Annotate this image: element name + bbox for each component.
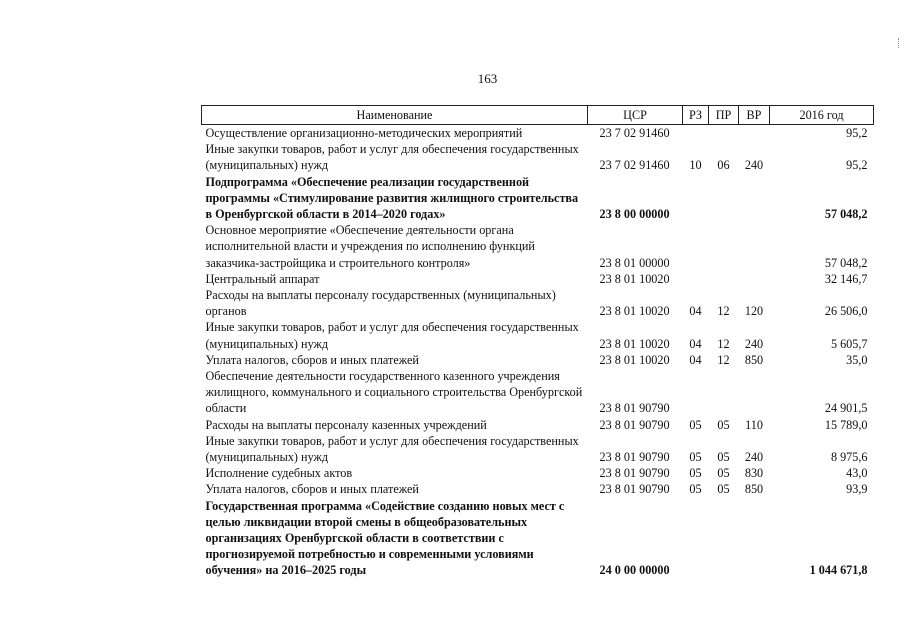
row-pr: 05	[717, 450, 730, 465]
row-rz: 04	[689, 352, 702, 367]
row-rz: 04	[689, 336, 702, 351]
scan-edge-mark	[898, 38, 901, 48]
row-name: Исполнение судебных актов	[205, 466, 353, 481]
header-vr: ВР	[739, 106, 770, 125]
row-vr: 850	[744, 352, 764, 367]
table-row	[202, 174, 874, 223]
header-csr: ЦСР	[588, 106, 683, 125]
row-name: Центральный аппарат	[205, 271, 320, 286]
row-vr	[739, 222, 770, 271]
row-csr: 23 8 01 90790	[599, 401, 670, 416]
row-pr: 12	[717, 352, 730, 367]
row-pr: 12	[717, 304, 730, 319]
table-body	[202, 125, 874, 579]
row-name: Расходы на выплаты персоналу государственных (муниципальных) органов	[205, 288, 556, 319]
row-name: Уплата налогов, сборов и иных платежей	[205, 352, 419, 367]
row-amount: 57 048,2	[824, 207, 868, 222]
row-amount: 95,2	[846, 158, 868, 173]
row-pr: 05	[717, 482, 730, 497]
table-row	[202, 352, 874, 368]
row-amount: 24 901,5	[824, 401, 868, 416]
row-csr: 23 8 01 10020	[599, 304, 670, 319]
table-row	[202, 222, 874, 271]
row-amount: 26 506,0	[824, 304, 868, 319]
row-pr	[709, 222, 739, 271]
row-pr	[709, 271, 739, 287]
row-rz	[683, 222, 709, 271]
row-pr	[709, 368, 739, 417]
row-rz: 05	[689, 417, 702, 432]
table-row	[202, 271, 874, 287]
row-vr: 240	[744, 450, 764, 465]
table-row	[202, 125, 874, 142]
row-vr: 240	[744, 158, 764, 173]
row-amount: 15 789,0	[824, 417, 868, 432]
row-name: Иные закупки товаров, работ и услуг для обеспечения государственных (муниципальных) нужд	[205, 142, 579, 173]
row-csr: 23 8 01 90790	[599, 450, 670, 465]
row-amount: 43,0	[846, 466, 868, 481]
row-rz: 04	[689, 304, 702, 319]
row-pr: 12	[717, 336, 730, 351]
row-vr	[739, 125, 770, 142]
row-vr	[739, 498, 770, 579]
row-amount: 8 975,6	[830, 450, 868, 465]
table-row	[202, 481, 874, 497]
row-vr: 850	[744, 482, 764, 497]
table-row	[202, 433, 874, 465]
row-name: Основное мероприятие «Обеспечение деятельности органа исполнительной власти и учреждения по исполнению функций заказчика-застройщика и строительного контроля»	[205, 223, 535, 270]
row-rz: 05	[689, 450, 702, 465]
budget-table	[201, 105, 874, 579]
row-pr: 06	[717, 158, 730, 173]
row-name: Осуществление организационно-методических мероприятий	[205, 126, 523, 140]
row-pr	[709, 498, 739, 579]
header-pr: ПР	[709, 106, 739, 125]
row-rz: 05	[689, 466, 702, 481]
row-name: Иные закупки товаров, работ и услуг для обеспечения государственных (муниципальных) нужд	[205, 320, 579, 351]
row-name: Подпрограмма «Обеспечение реализации государственной программы «Стимулирование развития жилищного строительства в Оренбургской области в 2014–2020 годах»	[205, 174, 579, 222]
header-year: 2016 год	[770, 106, 874, 125]
row-csr: 23 8 01 90790	[599, 417, 670, 432]
row-name: Расходы на выплаты персоналу казенных учреждений	[205, 417, 487, 432]
table-row	[202, 319, 874, 351]
row-csr: 24 0 00 00000	[599, 563, 670, 578]
row-amount: 32 146,7	[824, 271, 868, 286]
row-rz	[683, 174, 709, 223]
table-row	[202, 141, 874, 173]
row-rz	[683, 498, 709, 579]
row-pr	[709, 174, 739, 223]
table-row	[202, 498, 874, 579]
row-csr: 23 8 01 00000	[599, 255, 670, 270]
row-rz	[683, 368, 709, 417]
page-number: 163	[477, 71, 498, 86]
row-vr	[739, 174, 770, 223]
row-pr: 05	[717, 417, 730, 432]
row-rz: 05	[689, 482, 702, 497]
row-vr	[739, 368, 770, 417]
row-csr: 23 8 01 10020	[599, 352, 670, 367]
row-csr: 23 7 02 91460	[599, 158, 670, 173]
row-vr: 830	[744, 466, 764, 481]
row-csr: 23 8 01 10020	[599, 271, 670, 286]
row-amount: 95,2	[846, 126, 868, 140]
row-vr: 120	[744, 304, 764, 319]
row-csr: 23 8 01 10020	[599, 336, 670, 351]
row-rz: 10	[689, 158, 702, 173]
row-amount: 5 605,7	[830, 336, 868, 351]
row-amount: 1 044 671,8	[809, 563, 868, 578]
row-name: Уплата налогов, сборов и иных платежей	[205, 482, 419, 497]
row-vr: 110	[745, 417, 763, 432]
row-csr: 23 8 01 90790	[599, 482, 670, 497]
table-row	[202, 287, 874, 319]
header-name: Наименование	[202, 106, 588, 125]
row-vr	[739, 271, 770, 287]
row-csr: 23 8 01 90790	[599, 466, 670, 481]
row-name: Иные закупки товаров, работ и услуг для обеспечения государственных (муниципальных) нужд	[205, 433, 579, 465]
row-amount: 93,9	[846, 482, 868, 497]
row-rz	[683, 271, 709, 287]
row-rz	[683, 125, 709, 142]
table-header	[202, 106, 874, 125]
row-vr: 240	[744, 336, 764, 351]
row-name: Государственная программа «Содействие созданию новых мест с целью ликвидации второй смены в общеобразовательных организациях Оренбургской области в соответствии с прогнозируемой потребностью и современными условиями обучения» на 2016–2025 годы	[205, 498, 565, 578]
table-row	[202, 368, 874, 417]
row-amount: 35,0	[846, 352, 868, 367]
row-pr	[709, 125, 739, 142]
row-csr: 23 7 02 91460	[599, 126, 670, 140]
row-amount: 57 048,2	[824, 255, 868, 270]
row-csr: 23 8 00 00000	[599, 207, 670, 222]
header-rz: РЗ	[683, 106, 709, 125]
table-row	[202, 465, 874, 481]
row-pr: 05	[717, 466, 730, 481]
row-name: Обеспечение деятельности государственного казенного учреждения жилищного, коммунального и социального строительства Оренбургской области	[205, 369, 583, 416]
table-row	[202, 417, 874, 433]
